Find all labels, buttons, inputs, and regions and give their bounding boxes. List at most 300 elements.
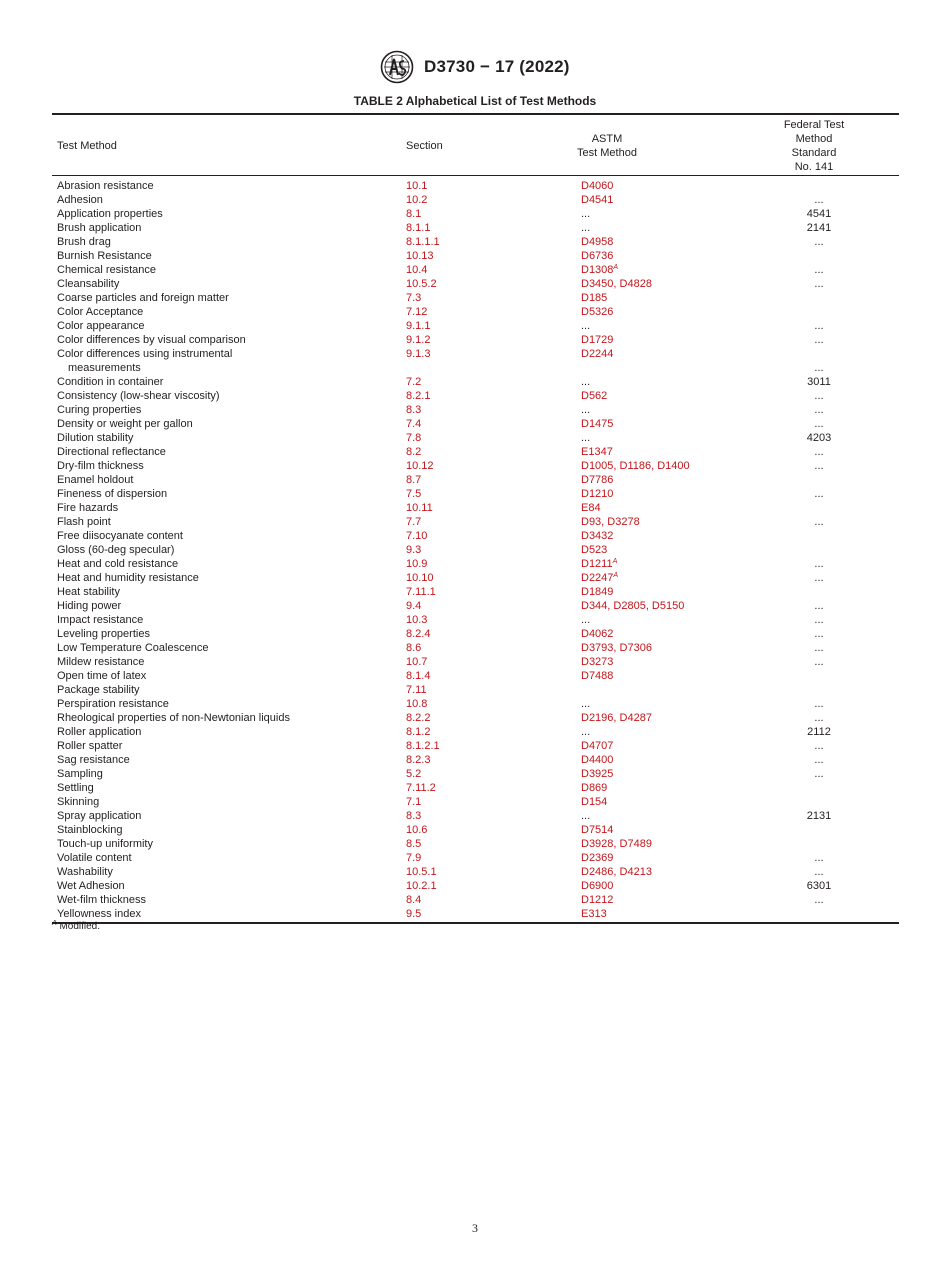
test-method-text: Rheological properties of non-Newtonian liquids <box>57 712 290 724</box>
federal-standard-text: ... <box>814 488 824 500</box>
cell-section-link[interactable]: 7.8 <box>406 432 422 444</box>
test-method-text: Heat and cold resistance <box>57 558 179 570</box>
cell-section-link[interactable]: 8.1.1 <box>406 222 431 234</box>
cell-section-link[interactable]: 8.1.4 <box>406 670 431 682</box>
federal-standard-text: ... <box>814 334 824 346</box>
cell-astm-method[interactable] <box>581 473 769 487</box>
cell-astm-method[interactable] <box>581 529 769 543</box>
astm-method-text: D6900 <box>581 880 614 892</box>
test-method-text: Leveling properties <box>57 628 150 640</box>
cell-astm-method[interactable] <box>581 263 769 277</box>
cell-federal-standard <box>769 865 869 879</box>
cell-test-method <box>52 333 406 347</box>
cell-federal-standard <box>769 193 869 207</box>
cell-astm-method[interactable] <box>581 599 769 613</box>
cell-section-link[interactable]: 7.3 <box>406 292 422 304</box>
astm-method-text: D1211 <box>581 558 613 570</box>
cell-astm-method[interactable] <box>581 739 769 753</box>
astm-method-text: D4707 <box>581 740 614 752</box>
federal-standard-text: ... <box>814 754 824 766</box>
cell-test-method <box>52 529 406 543</box>
cell-astm-method[interactable] <box>581 235 769 249</box>
test-method-text: Enamel holdout <box>57 474 134 486</box>
cell-section-link[interactable]: 8.1.1.1 <box>406 236 440 248</box>
test-method-text: Chemical resistance <box>57 264 157 276</box>
table-header <box>52 115 899 175</box>
table-row <box>52 333 899 347</box>
cell-section-link[interactable]: 8.1 <box>406 208 422 220</box>
federal-standard-text: 4541 <box>806 208 832 220</box>
cell-astm-method[interactable] <box>581 837 769 851</box>
astm-method-text: D2196, D4287 <box>581 712 652 724</box>
cell-section-link[interactable]: 10.4 <box>406 264 428 276</box>
table-row <box>52 305 899 319</box>
cell-section-link[interactable]: 8.2.1 <box>406 390 431 402</box>
cell-astm-method[interactable] <box>581 515 769 529</box>
astm-method-text: D1210 <box>581 488 614 500</box>
cell-section-link[interactable]: 9.5 <box>406 908 422 920</box>
astm-method-text: ... <box>581 320 591 332</box>
document-id: D3730 − 17 (2022) <box>424 57 570 76</box>
astm-method-text: D4060 <box>581 180 614 192</box>
cell-section-link[interactable]: 10.9 <box>406 558 428 570</box>
astm-method-text: D523 <box>581 544 608 556</box>
table-row <box>52 571 899 585</box>
cell-federal-standard <box>769 809 869 823</box>
cell-test-method <box>52 347 406 375</box>
cell-section-link[interactable]: 9.1.3 <box>406 348 431 360</box>
cell-test-method <box>52 291 406 305</box>
table-row <box>52 781 899 795</box>
cell-astm-method[interactable] <box>581 571 769 585</box>
cell-section-link[interactable]: 7.7 <box>406 516 422 528</box>
cell-astm-method[interactable] <box>581 669 769 683</box>
cell-test-method <box>52 249 406 263</box>
federal-standard-text: 3011 <box>807 376 831 388</box>
astm-method-text: D4958 <box>581 236 614 248</box>
cell-section-link[interactable]: 7.12 <box>406 306 428 318</box>
cell-section-link[interactable]: 10.12 <box>406 460 434 472</box>
cell-section-link[interactable]: 10.5.1 <box>406 866 437 878</box>
test-method-text: Perspiration resistance <box>57 698 169 710</box>
federal-standard-text: ... <box>814 698 824 710</box>
table-row <box>52 193 899 207</box>
cell-federal-standard <box>769 697 869 711</box>
cell-section-link[interactable]: 10.5.2 <box>406 278 437 290</box>
federal-standard-text: ... <box>814 516 824 528</box>
cell-astm-method[interactable] <box>581 193 769 207</box>
cell-section-link[interactable]: 7.11.1 <box>406 586 436 598</box>
test-method-text: Condition in container <box>57 376 164 388</box>
astm-method-text: D3432 <box>581 530 614 542</box>
cell-test-method <box>52 767 406 781</box>
table-row <box>52 599 899 613</box>
table-body <box>52 176 899 922</box>
cell-section-link[interactable]: 9.1.1 <box>406 320 431 332</box>
federal-standard-text: ... <box>814 446 824 458</box>
table-row <box>52 683 899 697</box>
cell-astm-method[interactable] <box>581 627 769 641</box>
table-row <box>52 389 899 403</box>
cell-test-method <box>52 599 406 613</box>
astm-method-text: ... <box>581 404 591 416</box>
federal-standard-text: ... <box>814 194 824 206</box>
cell-astm-method <box>581 319 769 333</box>
test-method-text: Settling <box>57 782 94 794</box>
astm-method-text: D7488 <box>581 670 614 682</box>
table-row <box>52 403 899 417</box>
cell-section-link[interactable]: 7.11 <box>406 684 427 696</box>
cell-astm-method[interactable] <box>581 277 769 291</box>
cell-astm-method[interactable] <box>581 347 769 375</box>
cell-astm-method <box>581 403 769 417</box>
test-method-text: Color differences by visual comparison <box>57 334 246 346</box>
cell-test-method <box>52 207 406 221</box>
federal-standard-text: ... <box>814 894 824 906</box>
table-row <box>52 641 899 655</box>
test-method-text: Color Acceptance <box>57 306 144 318</box>
table-row <box>52 585 899 599</box>
table-row <box>52 809 899 823</box>
cell-federal-standard <box>769 879 869 893</box>
cell-federal-standard <box>769 263 869 277</box>
astm-method-text: ... <box>581 726 591 738</box>
astm-method-text: D1212 <box>581 894 614 906</box>
cell-section-link[interactable]: 9.3 <box>406 544 422 556</box>
federal-standard-text: ... <box>814 320 824 332</box>
cell-astm-method[interactable] <box>581 907 769 921</box>
test-method-text: Application properties <box>57 208 163 220</box>
federal-standard-text: 2131 <box>806 810 832 822</box>
cell-test-method <box>52 417 406 431</box>
table-row <box>52 837 899 851</box>
astm-method-text: D5326 <box>581 306 614 318</box>
table-row <box>52 767 899 781</box>
federal-standard-text: ... <box>814 740 824 752</box>
astm-method-text: D3925 <box>581 768 614 780</box>
cell-section-link[interactable]: 9.1.2 <box>406 334 431 346</box>
document-header <box>0 50 950 84</box>
cell-federal-standard <box>769 655 869 669</box>
table-row <box>52 907 899 921</box>
cell-test-method <box>52 543 406 557</box>
column-header-federal-line: Federal Test <box>783 119 845 131</box>
cell-astm-method[interactable] <box>581 557 769 571</box>
cell-section-link[interactable]: 10.2 <box>406 194 428 206</box>
footnote-reference: A <box>613 572 619 579</box>
cell-astm-method[interactable] <box>581 781 769 795</box>
cell-section-link[interactable]: 10.8 <box>406 698 428 710</box>
test-method-text: Heat and humidity resistance <box>57 572 199 584</box>
cell-astm-method <box>581 683 769 697</box>
astm-method-text: D2247 <box>581 572 614 584</box>
cell-astm-method[interactable] <box>581 333 769 347</box>
cell-test-method <box>52 319 406 333</box>
footnote-reference: A <box>613 264 619 271</box>
astm-method-text: E84 <box>581 502 601 514</box>
cell-section-link[interactable]: 10.10 <box>406 572 434 584</box>
test-method-text: Free diisocyanate content <box>57 530 183 542</box>
cell-section-link[interactable]: 9.4 <box>406 600 422 612</box>
cell-test-method <box>52 389 406 403</box>
astm-method-text: D869 <box>581 782 608 794</box>
test-method-text: Stainblocking <box>57 824 123 836</box>
cell-test-method <box>52 445 406 459</box>
cell-astm-method[interactable] <box>581 767 769 781</box>
test-method-text: Touch-up uniformity <box>57 838 153 850</box>
cell-federal-standard <box>769 179 869 193</box>
cell-federal-standard <box>769 837 869 851</box>
cell-test-method <box>52 823 406 837</box>
footnote-reference: A <box>612 558 618 565</box>
cell-section-link[interactable]: 10.2.1 <box>406 880 437 892</box>
cell-astm-method[interactable] <box>581 865 769 879</box>
cell-federal-standard <box>769 487 869 501</box>
cell-section-link[interactable]: 7.10 <box>406 530 428 542</box>
cell-federal-standard <box>769 515 869 529</box>
federal-standard-text: ... <box>814 852 824 864</box>
test-method-text: Fire hazards <box>57 502 119 514</box>
astm-method-text: D154 <box>581 796 608 808</box>
cell-federal-standard <box>769 641 869 655</box>
cell-test-method <box>52 179 406 193</box>
astm-method-text: D1005, D1186, D1400 <box>581 460 690 472</box>
table-row <box>52 487 899 501</box>
federal-standard-text: 2141 <box>806 222 832 234</box>
test-method-text: Abrasion resistance <box>57 180 154 192</box>
test-method-text: Sag resistance <box>57 754 130 766</box>
astm-method-text: D3273 <box>581 656 614 668</box>
cell-federal-standard <box>769 403 869 417</box>
cell-section-link[interactable]: 10.7 <box>406 656 428 668</box>
cell-astm-method[interactable] <box>581 179 769 193</box>
cell-section-link[interactable]: 8.2.4 <box>406 628 431 640</box>
table-row <box>52 501 899 515</box>
table-row <box>52 291 899 305</box>
test-method-text: measurements <box>68 362 141 374</box>
cell-section-link[interactable]: 7.2 <box>406 376 422 388</box>
test-method-text: Hiding power <box>57 600 122 612</box>
astm-method-text: ... <box>581 208 591 220</box>
cell-test-method <box>52 459 406 473</box>
cell-section-link[interactable]: 8.2.3 <box>406 754 431 766</box>
cell-astm-method <box>581 725 769 739</box>
cell-astm-method[interactable] <box>581 655 769 669</box>
cell-section-link[interactable]: 7.5 <box>406 488 422 500</box>
test-method-text: Mildew resistance <box>57 656 145 668</box>
cell-section-link[interactable]: 10.1 <box>406 180 428 192</box>
cell-federal-standard <box>769 305 869 319</box>
cell-astm-method[interactable] <box>581 851 769 865</box>
cell-section-link[interactable]: 8.2.2 <box>406 712 431 724</box>
cell-section-link[interactable]: 8.5 <box>406 838 422 850</box>
cell-astm-method[interactable] <box>581 753 769 767</box>
cell-section-link[interactable]: 10.13 <box>406 250 434 262</box>
cell-test-method <box>52 193 406 207</box>
cell-test-method <box>52 221 406 235</box>
cell-astm-method[interactable] <box>581 459 769 473</box>
cell-astm-method[interactable] <box>581 501 769 515</box>
cell-section-link[interactable]: 7.9 <box>406 852 422 864</box>
cell-federal-standard <box>769 851 869 865</box>
cell-section-link[interactable]: 8.1.2 <box>406 726 431 738</box>
test-method-text: Brush drag <box>57 236 111 248</box>
table-row <box>52 725 899 739</box>
astm-method-text: ... <box>581 810 591 822</box>
cell-astm-method[interactable] <box>581 893 769 907</box>
cell-astm-method[interactable] <box>581 389 769 403</box>
cell-test-method <box>52 235 406 249</box>
table-row <box>52 431 899 445</box>
test-method-text: Brush application <box>57 222 142 234</box>
cell-test-method <box>52 753 406 767</box>
test-method-text: Volatile content <box>57 852 132 864</box>
cell-test-method <box>52 263 406 277</box>
federal-standard-text: ... <box>814 264 824 276</box>
table-row <box>52 669 899 683</box>
federal-standard-text: ... <box>814 866 824 878</box>
test-method-text: Density or weight per gallon <box>57 418 193 430</box>
cell-test-method <box>52 809 406 823</box>
column-header-astm-line: ASTM <box>591 133 623 145</box>
cell-test-method <box>52 375 406 389</box>
astm-method-text: E313 <box>581 908 607 920</box>
table-row <box>52 179 899 193</box>
table-row <box>52 277 899 291</box>
cell-federal-standard <box>769 333 869 347</box>
cell-federal-standard <box>769 893 869 907</box>
column-header-astm <box>562 132 652 160</box>
cell-astm-method[interactable] <box>581 543 769 557</box>
test-method-text: Curing properties <box>57 404 142 416</box>
test-method-text: Cleansability <box>57 278 120 290</box>
cell-astm-method <box>581 375 769 389</box>
test-method-text: Wet Adhesion <box>57 880 125 892</box>
cell-test-method <box>52 781 406 795</box>
cell-test-method <box>52 725 406 739</box>
test-method-text: Burnish Resistance <box>57 250 152 262</box>
test-method-text: Skinning <box>57 796 100 808</box>
cell-section-link[interactable]: 7.11.2 <box>406 782 436 794</box>
cell-astm-method[interactable] <box>581 445 769 459</box>
cell-test-method <box>52 501 406 515</box>
cell-federal-standard <box>769 277 869 291</box>
cell-federal-standard <box>769 725 869 739</box>
cell-astm-method[interactable] <box>581 487 769 501</box>
federal-standard-text: ... <box>814 768 824 780</box>
cell-federal-standard <box>769 907 869 921</box>
cell-test-method <box>52 893 406 907</box>
cell-federal-standard <box>769 613 869 627</box>
cell-section-link[interactable]: 8.2 <box>406 446 422 458</box>
cell-astm-method[interactable] <box>581 795 769 809</box>
cell-section-link[interactable]: 8.4 <box>406 894 422 906</box>
cell-astm-method[interactable] <box>581 879 769 893</box>
test-method-text: Directional reflectance <box>57 446 166 458</box>
astm-method-text: D185 <box>581 292 608 304</box>
cell-federal-standard <box>769 711 869 725</box>
cell-federal-standard <box>769 375 869 389</box>
federal-standard-text: ... <box>814 418 824 430</box>
table-title: TABLE 2 Alphabetical List of Test Methods <box>353 94 597 108</box>
cell-astm-method[interactable] <box>581 249 769 263</box>
astm-method-text: D2486, D4213 <box>581 866 652 878</box>
cell-federal-standard <box>769 753 869 767</box>
astm-method-text: D93, D3278 <box>581 516 640 528</box>
cell-test-method <box>52 277 406 291</box>
astm-method-text: ... <box>581 614 591 626</box>
astm-method-text: D3450, D4828 <box>581 278 652 290</box>
test-method-text: Open time of latex <box>57 670 147 682</box>
cell-federal-standard <box>769 207 869 221</box>
federal-standard-text: ... <box>814 390 824 402</box>
federal-standard-text: ... <box>814 628 824 640</box>
cell-section-link[interactable]: 8.6 <box>406 642 422 654</box>
cell-astm-method[interactable] <box>581 711 769 725</box>
test-method-text: Impact resistance <box>57 614 144 626</box>
table-row <box>52 697 899 711</box>
federal-standard-text: ... <box>814 572 824 584</box>
federal-standard-text: ... <box>814 614 824 626</box>
cell-section-link[interactable]: 10.3 <box>406 614 428 626</box>
cell-federal-standard <box>769 291 869 305</box>
astm-method-text: D2369 <box>581 852 614 864</box>
cell-section-link[interactable]: 5.2 <box>406 768 422 780</box>
astm-method-text: D7514 <box>581 824 614 836</box>
cell-astm-method[interactable] <box>581 823 769 837</box>
test-method-text: Consistency (low-shear viscosity) <box>57 390 220 402</box>
table-row <box>52 459 899 473</box>
cell-section-link[interactable]: 8.7 <box>406 474 422 486</box>
cell-test-method <box>52 627 406 641</box>
federal-standard-text: 6301 <box>806 880 832 892</box>
column-header-federal <box>764 118 864 174</box>
table-row <box>52 879 899 893</box>
cell-section-link[interactable]: 8.3 <box>406 810 422 822</box>
cell-test-method <box>52 431 406 445</box>
cell-astm-method <box>581 207 769 221</box>
cell-test-method <box>52 683 406 697</box>
cell-astm-method[interactable] <box>581 291 769 305</box>
astm-method-text: D2244 <box>581 348 614 360</box>
test-method-text: Coarse particles and foreign matter <box>57 292 229 304</box>
column-header-test-method: Test Method <box>57 140 117 152</box>
table-row <box>52 319 899 333</box>
cell-section-link[interactable]: 7.1 <box>406 796 422 808</box>
federal-standard-text: ... <box>814 362 824 374</box>
cell-section-link[interactable]: 8.3 <box>406 404 422 416</box>
cell-federal-standard <box>769 795 869 809</box>
cell-section-link[interactable]: 10.11 <box>406 502 433 514</box>
cell-test-method <box>52 739 406 753</box>
cell-section-link[interactable]: 8.1.2.1 <box>406 740 440 752</box>
cell-astm-method[interactable] <box>581 585 769 599</box>
test-method-text: Gloss (60-deg specular) <box>57 544 175 556</box>
cell-astm-method[interactable] <box>581 305 769 319</box>
table-row <box>52 473 899 487</box>
cell-section-link[interactable]: 7.4 <box>406 418 422 430</box>
table-row <box>52 445 899 459</box>
cell-astm-method[interactable] <box>581 641 769 655</box>
test-method-text: Washability <box>57 866 113 878</box>
cell-astm-method[interactable] <box>581 417 769 431</box>
cell-federal-standard <box>769 445 869 459</box>
column-header-federal-line: Standard <box>791 147 837 159</box>
cell-federal-standard <box>769 683 869 697</box>
table-row <box>52 529 899 543</box>
table-row <box>52 417 899 431</box>
cell-section-link[interactable]: 10.6 <box>406 824 428 836</box>
